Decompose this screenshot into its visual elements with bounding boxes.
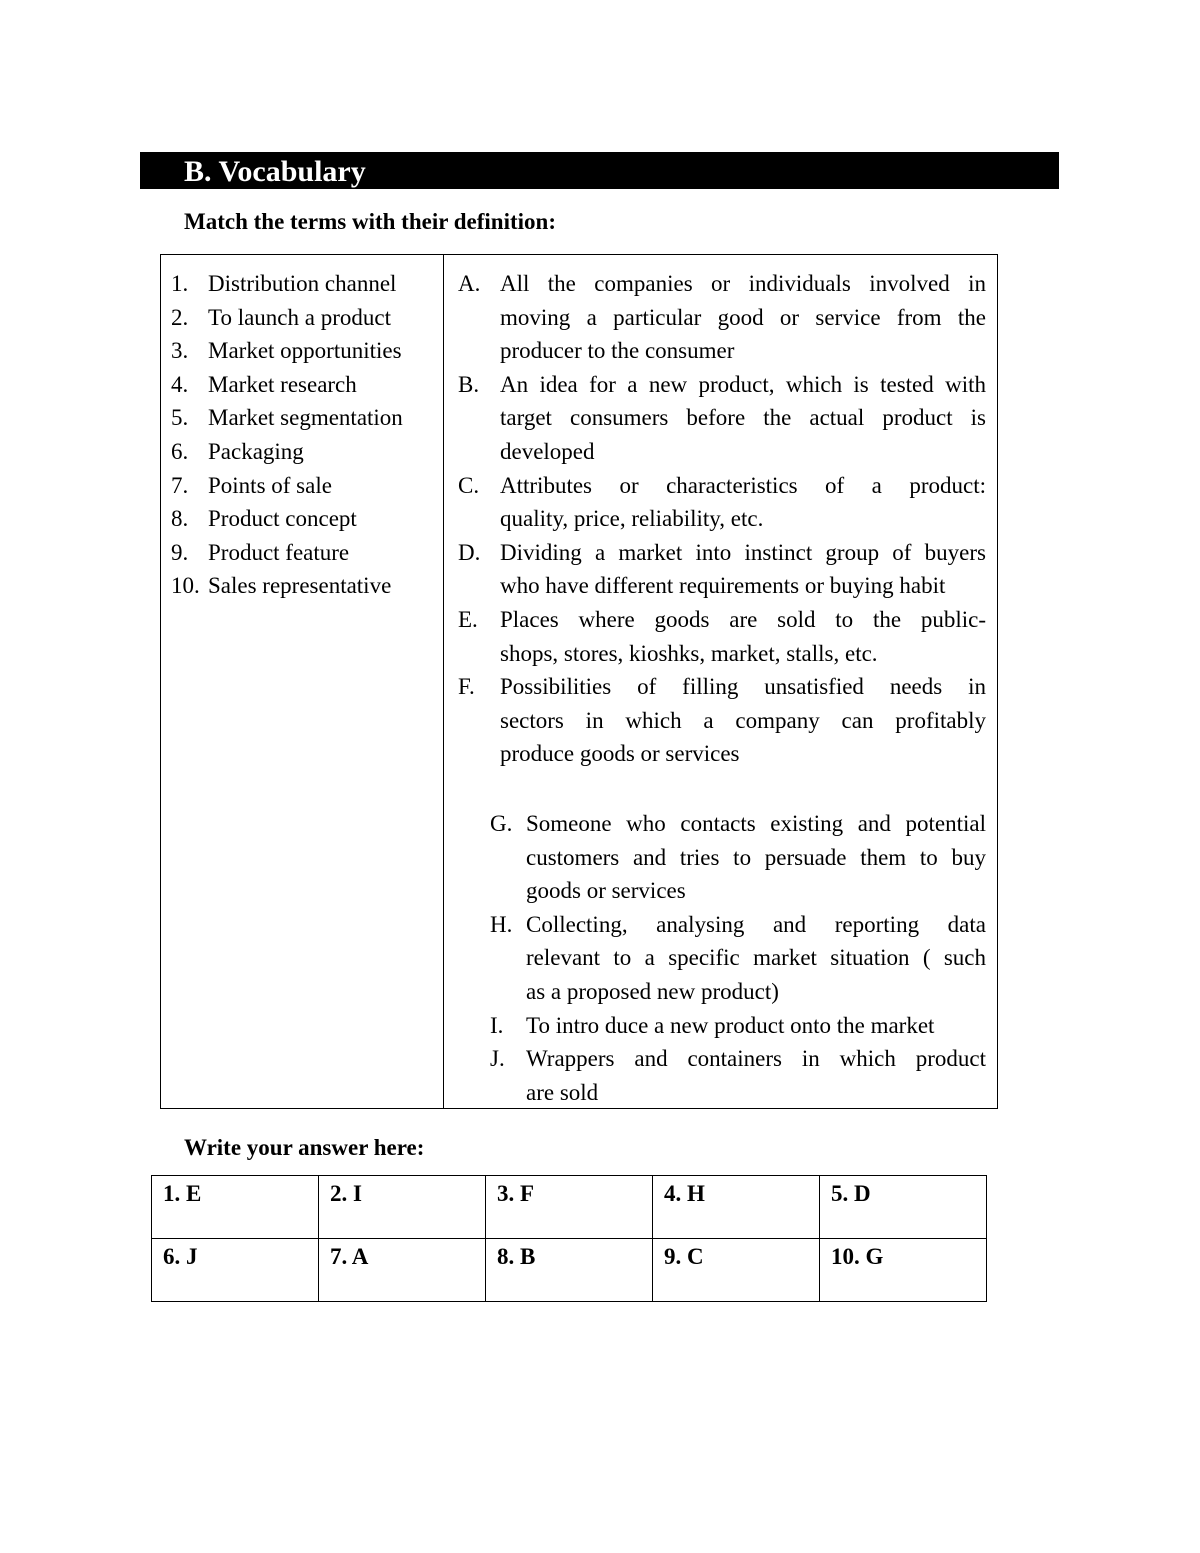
definition-item xyxy=(490,908,986,1009)
definition-line: Places where goods are sold to the public- xyxy=(500,606,986,632)
term-text: Sales representative xyxy=(208,573,392,599)
definition-line: customers and tries to persuade them to buy xyxy=(526,844,986,870)
term-number: 7. xyxy=(171,472,189,498)
definition-letter: G. xyxy=(490,811,513,836)
term-number: 4. xyxy=(171,371,189,397)
definition-letter: J. xyxy=(490,1046,505,1072)
term-item xyxy=(171,569,403,603)
definition-letter: A. xyxy=(458,271,481,296)
answer-cell: 10. G xyxy=(820,1239,987,1302)
definition-item xyxy=(458,603,986,670)
answer-cell: 2. I xyxy=(319,1176,486,1239)
column-divider xyxy=(443,255,444,1108)
section-title: B. Vocabulary xyxy=(184,155,366,188)
term-number: 6. xyxy=(171,438,189,464)
term-text: Distribution channel xyxy=(208,271,397,296)
definition-line: sectors in which a company can profitably xyxy=(500,707,986,733)
definition-line: relevant to a specific market situation ( such xyxy=(526,945,986,971)
term-text: Market research xyxy=(208,371,357,397)
definition-line: An idea for a new product, which is tested with xyxy=(500,371,986,397)
term-number: 2. xyxy=(171,304,189,330)
term-text: Market segmentation xyxy=(208,405,403,431)
definition-letter: E. xyxy=(458,606,478,632)
term-number: 9. xyxy=(171,539,189,565)
term-item xyxy=(171,401,403,435)
answer-label: Write your answer here: xyxy=(184,1135,425,1160)
term-number: 1. xyxy=(171,271,189,296)
definition-line: goods or services xyxy=(526,878,686,904)
term-text: Packaging xyxy=(208,438,304,464)
answer-row xyxy=(152,1176,987,1239)
definition-item xyxy=(458,267,986,368)
answer-cell: 9. C xyxy=(653,1239,820,1302)
term-text: To launch a product xyxy=(208,304,391,330)
answer-cell: 3. F xyxy=(486,1176,653,1239)
definition-line: developed xyxy=(500,438,595,464)
definition-line: To intro duce a new product onto the market xyxy=(526,1012,935,1038)
term-text: Product feature xyxy=(208,539,350,565)
answer-cell: 6. J xyxy=(152,1239,319,1302)
definition-line: Dividing a market into instinct group of buyers xyxy=(500,539,986,565)
definition-letter: D. xyxy=(458,539,481,565)
definition-item xyxy=(458,368,986,469)
definition-line: shops, stores, kioshks, market, stalls, etc. xyxy=(500,640,878,666)
term-text: Product concept xyxy=(208,506,357,532)
answer-cell: 7. A xyxy=(319,1239,486,1302)
term-item xyxy=(171,502,403,536)
definition-line: as a proposed new product) xyxy=(526,978,779,1004)
matching-table xyxy=(160,254,998,1109)
definition-line: moving a particular good or service from the xyxy=(500,304,986,330)
definition-item xyxy=(490,807,986,908)
definition-letter: H. xyxy=(490,911,513,937)
definition-line: All the companies or individuals involved in xyxy=(500,271,986,296)
definition-line: Collecting, analysing and reporting data xyxy=(526,911,986,937)
answer-cell: 1. E xyxy=(152,1176,319,1239)
definitions-list xyxy=(458,267,986,771)
term-item xyxy=(171,301,403,335)
definition-line: Possibilities of filling unsatisfied needs in xyxy=(500,674,986,700)
term-number: 8. xyxy=(171,506,189,532)
answer-cell: 4. H xyxy=(653,1176,820,1239)
definition-line: producer to the consumer xyxy=(500,338,735,364)
definition-item xyxy=(458,536,986,603)
section-header xyxy=(140,152,1059,189)
term-item xyxy=(171,267,403,301)
definition-line: produce goods or services xyxy=(500,741,740,767)
term-number: 3. xyxy=(171,338,189,364)
definition-line: quality, price, reliability, etc. xyxy=(500,506,764,532)
term-text: Points of sale xyxy=(208,472,332,498)
definition-line: are sold xyxy=(526,1079,599,1105)
term-number: 10. xyxy=(171,573,200,599)
definition-letter: C. xyxy=(458,472,480,498)
definition-letter: F. xyxy=(458,674,475,700)
instruction-text: Match the terms with their definition: xyxy=(184,209,556,234)
definitions-list-continued xyxy=(490,807,986,1109)
term-item xyxy=(171,469,403,503)
term-item xyxy=(171,435,403,469)
definition-item xyxy=(490,1042,986,1109)
definition-letter: B. xyxy=(458,371,480,397)
answer-cell: 8. B xyxy=(486,1239,653,1302)
definition-line: Attributes or characteristics of a product: xyxy=(500,472,986,498)
definition-item xyxy=(458,469,986,536)
definition-item xyxy=(458,670,986,771)
term-text: Market opportunities xyxy=(208,338,402,364)
term-item xyxy=(171,536,403,570)
answer-row xyxy=(152,1239,987,1302)
terms-list xyxy=(171,267,403,603)
definition-line: target consumers before the actual product is xyxy=(500,405,986,431)
term-item xyxy=(171,334,403,368)
definition-line: Wrappers and containers in which product xyxy=(526,1046,986,1072)
term-number: 5. xyxy=(171,405,189,431)
answer-table xyxy=(151,1175,987,1302)
definition-letter: I. xyxy=(490,1012,504,1038)
definition-line: Someone who contacts existing and potential xyxy=(526,811,986,836)
definition-item xyxy=(490,1009,986,1043)
answer-cell: 5. D xyxy=(820,1176,987,1239)
term-item xyxy=(171,368,403,402)
definition-line: who have different requirements or buying habit xyxy=(500,573,946,599)
